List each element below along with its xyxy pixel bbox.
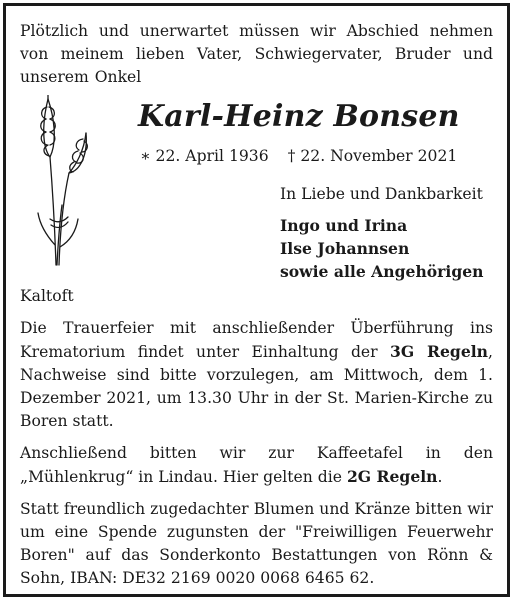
mourner-name: Ingo und Irina <box>280 216 408 235</box>
funeral-info <box>20 317 493 433</box>
death-date: † 22. November 2021 <box>287 147 458 165</box>
intro-text: Plötzlich und unerwartet müssen wir Abschied nehmen von meinem lieben Vater, Schwiegervater, Bruder und unserem Onkel <box>20 22 493 86</box>
mourner-name: sowie alle Angehörigen <box>280 262 484 281</box>
coffee-info <box>20 442 493 489</box>
coffee-rule: 2G Regeln <box>346 467 438 486</box>
coffee-text-end: . <box>437 468 443 486</box>
deceased-name: Karl-Heinz Bonsen <box>138 99 460 134</box>
funeral-text: Die Trauerfeier mit anschließender Überführung ins Krematorium findet unter Einhaltung der <box>20 319 493 361</box>
mourners-lead: In Liebe und Dankbarkeit <box>280 185 483 203</box>
heading-section <box>20 89 493 285</box>
donation-info: Statt freundlich zugedachter Blumen und Kränze bitten wir um eine Spende zugunsten der "Freiwilligen Feuerwehr Boren" auf das Sonderkonto Bestattungen von Rönn & Sohn, IBAN: DE32 2169 0020 0068 6465 62. <box>20 500 493 587</box>
mourners-block <box>280 183 483 283</box>
life-dates <box>140 145 457 167</box>
funeral-text-cont: , Nachweise sind bitte vorzulegen, am Mittwoch, dem 1. Dezember 2021, um 13.30 Uhr in der St. Marien-Kirche zu Boren statt. <box>20 343 493 430</box>
funeral-rule: 3G Regeln <box>390 342 489 361</box>
obituary-frame <box>3 3 510 597</box>
mourner-name: Ilse Johannsen <box>280 239 410 258</box>
birth-date: ∗ 22. April 1936 <box>140 147 269 165</box>
wheat-ears-icon <box>26 95 90 271</box>
coffee-text: Anschließend bitten wir zur Kaffeetafel in den „Mühlenkrug“ in Lindau. Hier gelten die <box>20 444 493 486</box>
obituary-content <box>20 20 493 590</box>
place-name: Kaltoft <box>20 287 74 305</box>
